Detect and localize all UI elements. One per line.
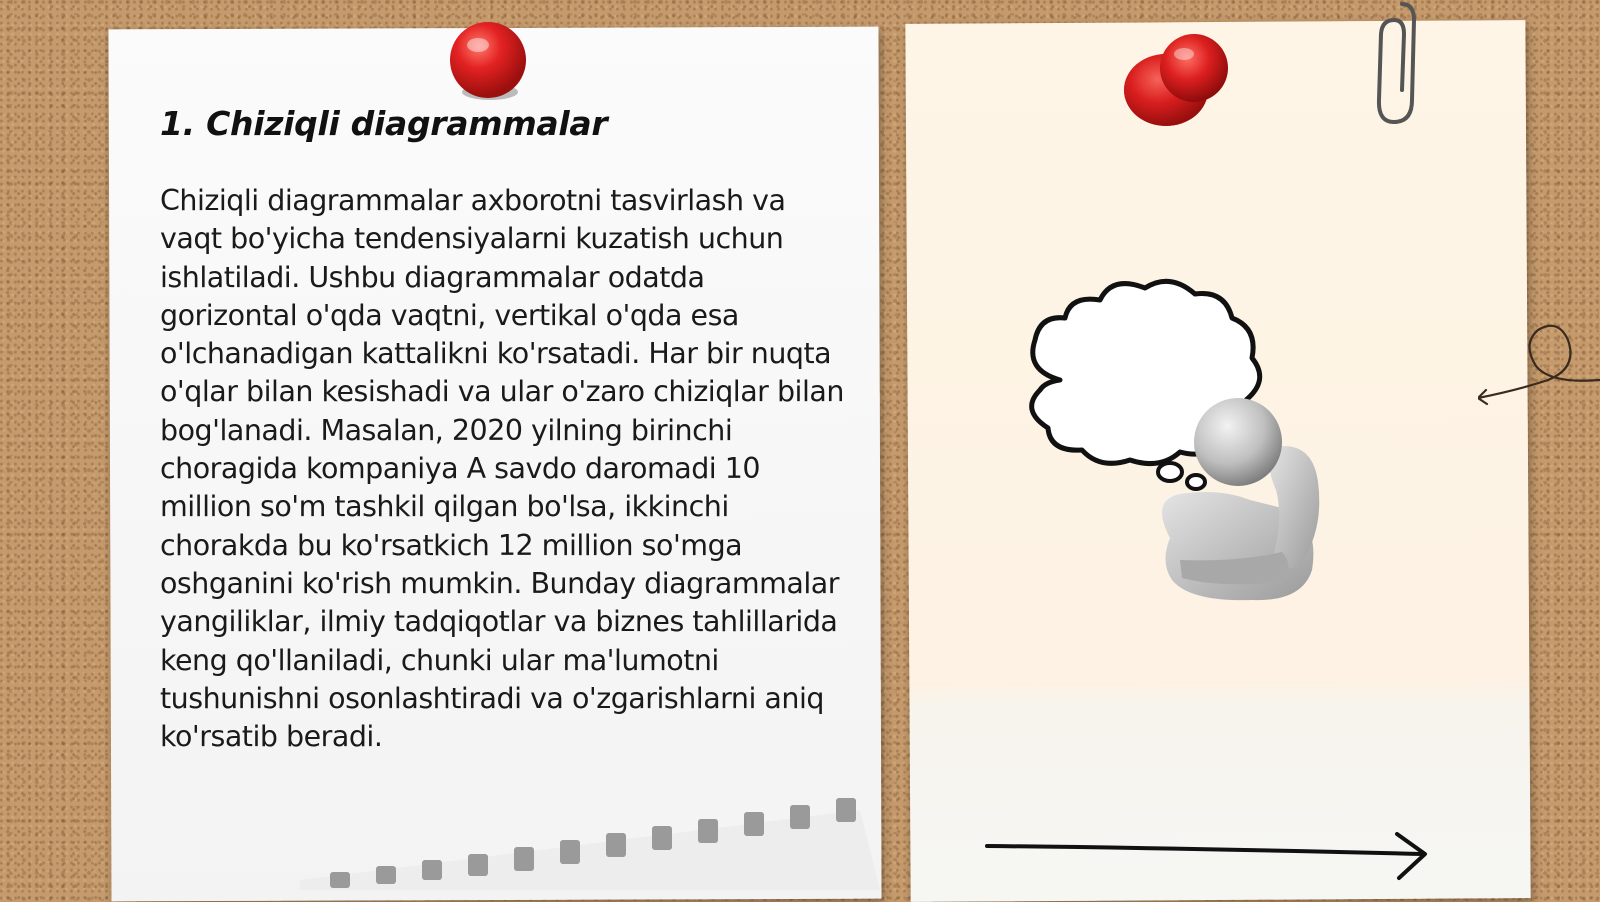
loop-arrow-doodle	[1478, 310, 1600, 410]
torn-spiral-edge	[300, 780, 880, 890]
card-body-text: Chiziqli diagrammalar axborotni tasvirlash va vaqt bo'yicha tendensiyalarni kuzatish uchun ishlatiladi. Ushbu diagrammalar odatda gorizontal o'qda vaqtni, vertikal o'qda esa o'lchanadigan kattalikni ko'rsatadi. Har bir nuqta o'qlar bilan kesishadi va ular o'zaro chiziqlar bilan bog'lanadi. Masalan, 2020 yilning birinchi choragida kompaniya A savdo daromadi 10 million so'm tashkil qilgan bo'lsa, ikkinchi chorakda bu ko'rsatkich 12 million so'mga oshganini ko'rish mumkin. Bunday diagrammalar yangiliklar, ilmiy tadqiqotlar va biznes tahlillarida keng qo'llaniladi, chunki ular ma'lumotni tushunishni osonlashtiradi va o'zgarishlarni aniq ko'rsatib beradi.	[160, 184, 844, 754]
card-title: 1. Chiziqli diagrammalar	[160, 104, 608, 143]
paperclip-icon	[1372, 0, 1422, 130]
thinking-person-illustration	[1020, 270, 1350, 610]
right-arrow-icon	[985, 832, 1435, 892]
red-pushpin-icon	[1120, 30, 1240, 134]
red-pushpin-icon	[448, 20, 538, 106]
